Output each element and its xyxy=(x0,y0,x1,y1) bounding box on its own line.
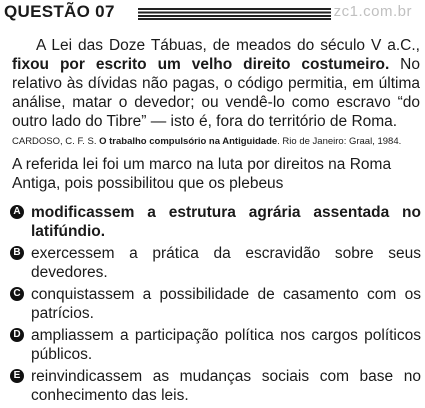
option-letter-c: C xyxy=(10,287,24,301)
option-b[interactable] xyxy=(10,244,422,282)
question-header xyxy=(2,2,423,26)
answer-options xyxy=(10,203,422,408)
option-letter-d: D xyxy=(10,328,24,342)
option-letter-a: A xyxy=(10,205,24,219)
option-letter-b: B xyxy=(10,246,24,260)
citation-author: CARDOSO, C. F. S. xyxy=(12,136,100,147)
passage xyxy=(12,36,420,131)
passage-intro: A Lei das Doze Tábuas, de meados do século V a.C., xyxy=(36,37,420,54)
watermark: zc1.com.br xyxy=(331,3,415,20)
question-label: QUESTÃO 07 xyxy=(4,2,115,21)
option-a[interactable] xyxy=(10,203,422,241)
passage-bold: fixou por escrito um velho direito costumeiro. xyxy=(12,56,390,73)
citation-work: O trabalho compulsório na Antiguidade xyxy=(99,136,278,147)
option-text-a: modificassem a estrutura agrária assentada no latifúndio. xyxy=(31,204,421,240)
passage-rest: No relativo às dívidas não pagas, o código permitia, em última análise, matar o devedor; ou vendê-lo como escravo “do outro lado do Tibre” — isto é, fora do território de Roma. xyxy=(12,56,420,130)
option-e[interactable] xyxy=(10,367,422,405)
question-stem: A referida lei foi um marco na luta por direitos na Roma Antiga, pois possibilitou que os plebeus xyxy=(12,156,392,192)
citation-rest: . Rio de Janeiro: Graal, 1984. xyxy=(277,136,402,147)
option-text-e: reinvindicassem as mudanças sociais com base no conhecimento das leis. xyxy=(31,368,421,404)
option-text-d: ampliassem a participação política nos cargos políticos públicos. xyxy=(31,327,421,363)
option-c[interactable] xyxy=(10,285,422,323)
option-d[interactable] xyxy=(10,326,422,364)
option-letter-e: E xyxy=(10,369,24,383)
citation xyxy=(12,136,401,147)
option-text-c: conquistassem a possibilidade de casamento com os patrícios. xyxy=(31,286,421,322)
option-text-b: exercessem a prática da escravidão sobre seus devedores. xyxy=(31,245,421,281)
